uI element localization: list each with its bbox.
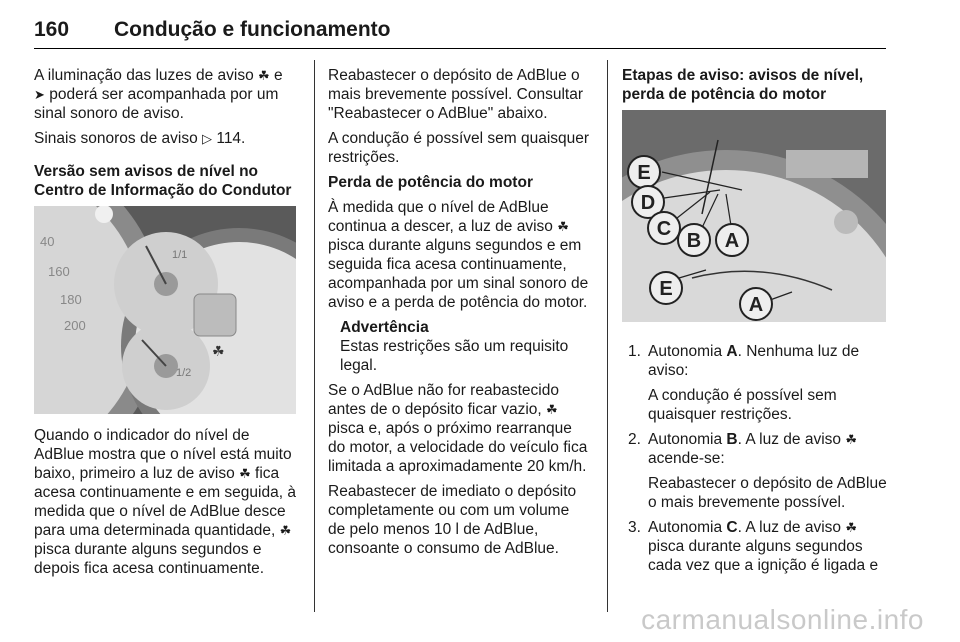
- column-divider: [314, 60, 315, 612]
- note-title: Advertência: [340, 319, 429, 336]
- figure-label: A: [748, 294, 764, 316]
- column-2: [328, 66, 590, 564]
- section-heading: Perda de potência do motor: [328, 174, 533, 191]
- adblue-icon: ☘: [239, 466, 251, 481]
- adblue-icon: ☘: [557, 219, 569, 234]
- paragraph: A condução é possível sem quaisquer restrições.: [328, 130, 590, 166]
- page-header: [34, 12, 886, 49]
- list-item: 2. Autonomia B. A luz de aviso ☘ acende-se: Reabastecer o depósito de AdBlue o mais brevemente possível.: [628, 431, 887, 511]
- figure-label: D: [640, 192, 656, 214]
- page-ref-arrow-icon: ▷: [202, 131, 213, 146]
- adblue-icon: ☘: [212, 344, 225, 360]
- figure-label: B: [686, 230, 702, 252]
- adblue-icon: ☘: [546, 402, 558, 417]
- fuel-mark: 1/2: [176, 367, 192, 379]
- engine-warning-icon: ➤: [34, 87, 45, 102]
- paragraph: À medida que o nível de AdBlue continua a descer, a luz de aviso ☘ pisca durante alguns segundos e em seguida fica acesa continuamente, acompanhada por um sinal sonoro de aviso e a perda de potência do motor.: [328, 199, 589, 311]
- watermark: carmanualsonline.info: [641, 604, 924, 635]
- warning-note: [340, 318, 590, 375]
- figure-label: A: [724, 230, 740, 252]
- gauge-tick: 200: [64, 318, 86, 333]
- paragraph: Reabastecer de imediato o depósito completamente ou com um volume de pelo menos 10 l de AdBlue, consoante o consumo de AdBlue.: [328, 483, 577, 557]
- column-divider: [607, 60, 608, 612]
- list-item: 3. Autonomia C. A luz de aviso ☘ pisca durante alguns segundos cada vez que a ignição é ligada e: [628, 519, 879, 574]
- gauge-tick: 180: [60, 292, 82, 307]
- paragraph: Sinais sonoros de aviso ▷ 114.: [34, 130, 246, 147]
- section-heading: Etapas de aviso: avisos de nível, perda de potência do motor: [622, 67, 864, 103]
- fuel-mark: 1/1: [172, 249, 188, 261]
- list-item: 1. Autonomia A. Nenhuma luz de aviso: A condução é possível sem quaisquer restrições.: [628, 343, 860, 423]
- gauge-tick: 160: [48, 264, 70, 279]
- gauge-figure: [34, 206, 296, 414]
- adblue-icon: ☘: [845, 432, 857, 447]
- figure-label: E: [659, 278, 673, 300]
- section-heading: Versão sem avisos de nível no Centro de Informação do Condutor: [34, 163, 292, 199]
- figure-label: E: [637, 162, 651, 184]
- column-1: [34, 66, 300, 584]
- paragraph: Reabastecer o depósito de AdBlue o mais brevemente possível. Consultar "Reabastecer o AdBlue" abaixo.: [328, 67, 584, 122]
- column-3: [622, 66, 888, 581]
- page-ref-link[interactable]: 114.: [216, 130, 246, 147]
- adblue-icon: ☘: [279, 523, 292, 538]
- paragraph: Quando o indicador do nível de AdBlue mostra que o nível está muito baixo, primeiro a luz de aviso ☘ fica acesa continuamente e em seguida, à medida que o nível de AdBlue desce para uma determinada quantidade, ☘ pisca durante alguns segundos e depois fica acesa continuamente.: [34, 427, 296, 577]
- gauge-tick: 40: [40, 234, 55, 249]
- page-number: 160: [34, 18, 70, 41]
- page-title: Condução e funcionamento: [114, 18, 391, 41]
- adblue-icon: ☘: [258, 68, 270, 83]
- figure-label: C: [656, 218, 672, 240]
- paragraph: A iluminação das luzes de aviso ☘ e ➤ poderá ser acompanhada por um sinal sonoro de aviso.: [34, 67, 283, 122]
- note-text: Estas restrições são um requisito legal.: [340, 338, 569, 374]
- paragraph: Se o AdBlue não for reabastecido antes de o depósito ficar vazio, ☘ pisca e, após o próximo rearranque do motor, a velocidade do veículo fica limitada a aproximadamente 20 km/h.: [328, 382, 588, 475]
- warning-stages-figure: [622, 110, 886, 322]
- stages-list: [622, 342, 888, 575]
- adblue-icon: ☘: [845, 520, 857, 535]
